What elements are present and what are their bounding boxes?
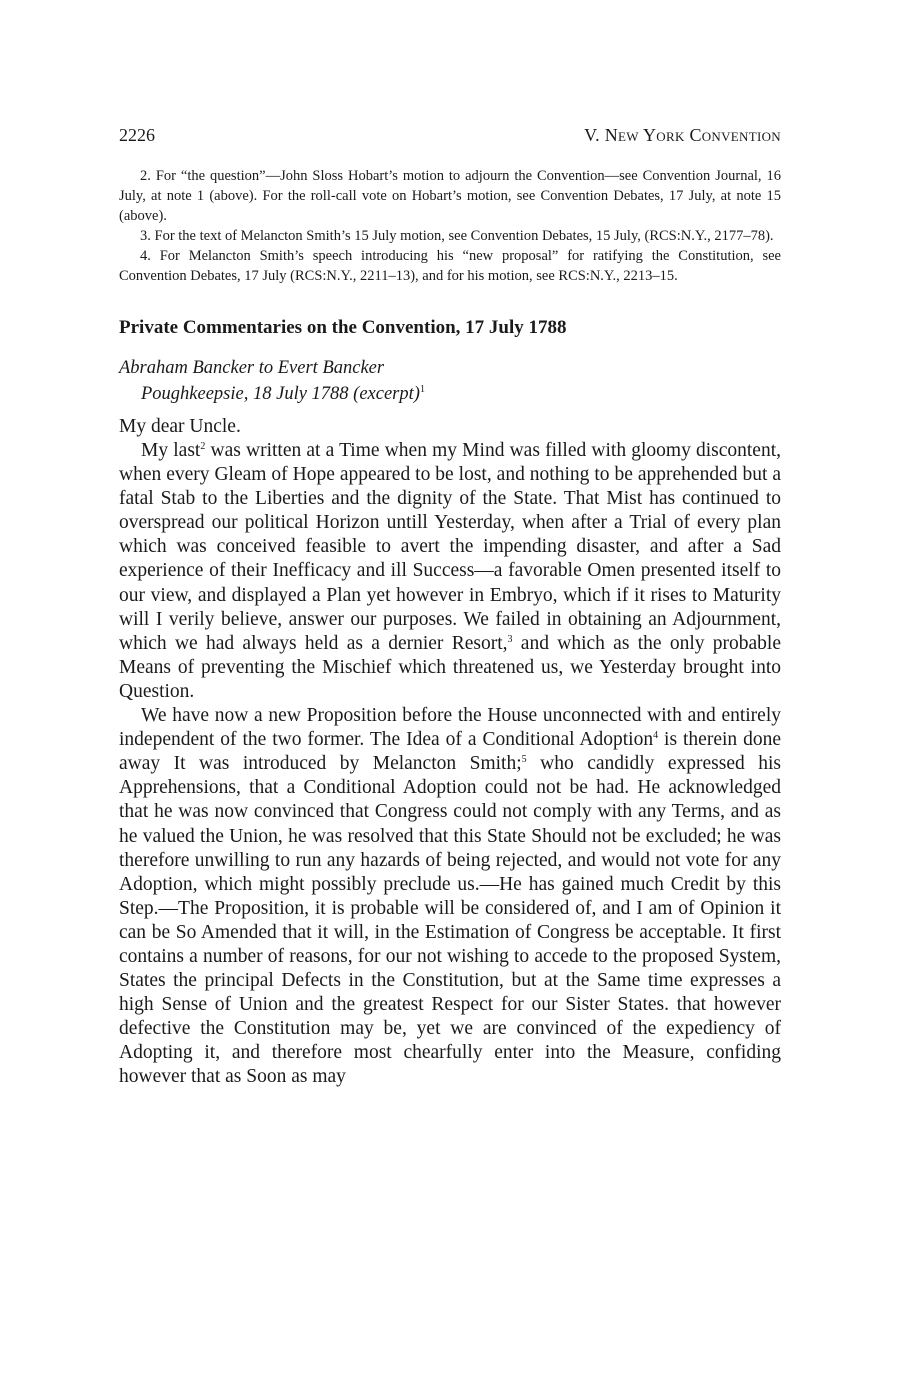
paragraph-2-part-a: We have now a new Proposition before the House unconnected with and entirely independent of the two former. The Idea of a Conditional Adoption — [119, 705, 781, 751]
letter-paragraph-1 — [119, 439, 781, 704]
section-heading: Private Commentaries on the Convention, 17 July 1788 — [119, 317, 567, 338]
note-ref-2: 2 — [200, 441, 206, 452]
running-head — [119, 118, 781, 152]
note-ref-5: 5 — [521, 754, 527, 766]
paragraph-1-part-b: was written at a Time when my Mind was filled with gloomy discontent, when every Gleam of Hope appeared to be lost, and nothing to be apprehended but a fatal Stab to the Liberties and the dignity of the State. That Mist has continued to overspread our political Horizon untill Yesterday, when after a Trial of every plan which was conceived feasible to avert the impending disaster, and after a Sad experience of their Inefficacy and ill Success—a favorable Omen presented itself to our view, and displayed a Plan yet however in Embryo, which if it rises to Maturity will I verily believe, answer our purposes. We failed in obtaining an Adjournment, which we had always held as a dernier Resort, — [119, 440, 782, 654]
letter-place-date-text: Poughkeepsie, 18 July 1788 (excerpt) — [141, 384, 420, 404]
paragraph-1-part-a: My last — [141, 440, 201, 461]
note-ref-1: 1 — [419, 384, 425, 395]
letter-place-date — [141, 381, 781, 407]
paragraph-2-part-c: who candidly expressed his Apprehensions, that a Conditional Adoption could not be had. He acknowledged that he was now convinced that Congress could not comply with any Terms, and as he valued the Union, he was resolved that this State Should not be excluded; he was therefore unwilling to run any hazards of being rejected, and would not vote for any Adoption, which might possibly preclude us.—He has gained much Credit by this Step.—The Proposition, it is probable will be considered of, and I am of Opinion it can be So Amended that it will, in the Estimation of Congress be acceptable. It first contains a number of reasons, for our not wishing to accede to the proposed System, States the principal Defects in the Constitution, but at the Same time expresses a high Sense of Union and the greatest Respect for our Sister States. that however defective the Constitution may be, yet we are convinced of the expediency of Adopting it, and therefore most chearfully enter into the Measure, confiding however that as Soon as may — [119, 753, 781, 1088]
running-section-title: V. New York Convention — [584, 125, 781, 145]
footnote-4: 4. For Melancton Smith’s speech introducing his “new proposal” for ratifying the Constitution, see Convention Debates, 17 July (RCS:N.Y., 2211–13), and for his motion, see RCS:N.Y., 2213–15. — [119, 248, 781, 284]
footnote-2: 2. For “the question”—John Sloss Hobart’s motion to adjourn the Convention—see Convention Journal, 16 July, at note 1 (above). For the roll-call vote on Hobart’s motion, see Convention Debates, 17 July, at note 15 (above). — [119, 168, 781, 224]
note-ref-3: 3 — [507, 633, 513, 645]
page-number: 2226 — [119, 125, 155, 145]
paragraph-2-part-b: is therein done away It was introduced by Melancton Smith; — [119, 729, 782, 775]
note-ref-4: 4 — [653, 730, 659, 742]
letter-paragraph-2 — [119, 704, 781, 1090]
letter-correspondents: Abraham Bancker to Evert Bancker — [119, 358, 385, 378]
letter-salutation: My dear Uncle. — [119, 416, 241, 437]
paragraph-1-part-c: and which as the only probable Means of preventing the Mischief which threatened us, we Yesterday brought into Question. — [119, 632, 782, 702]
footnote-3: 3. For the text of Melancton Smith’s 15 July motion, see Convention Debates, 15 July, (RCS:N.Y., 2177–78). — [140, 228, 774, 244]
document-page — [119, 118, 781, 1090]
footnotes — [119, 166, 781, 286]
